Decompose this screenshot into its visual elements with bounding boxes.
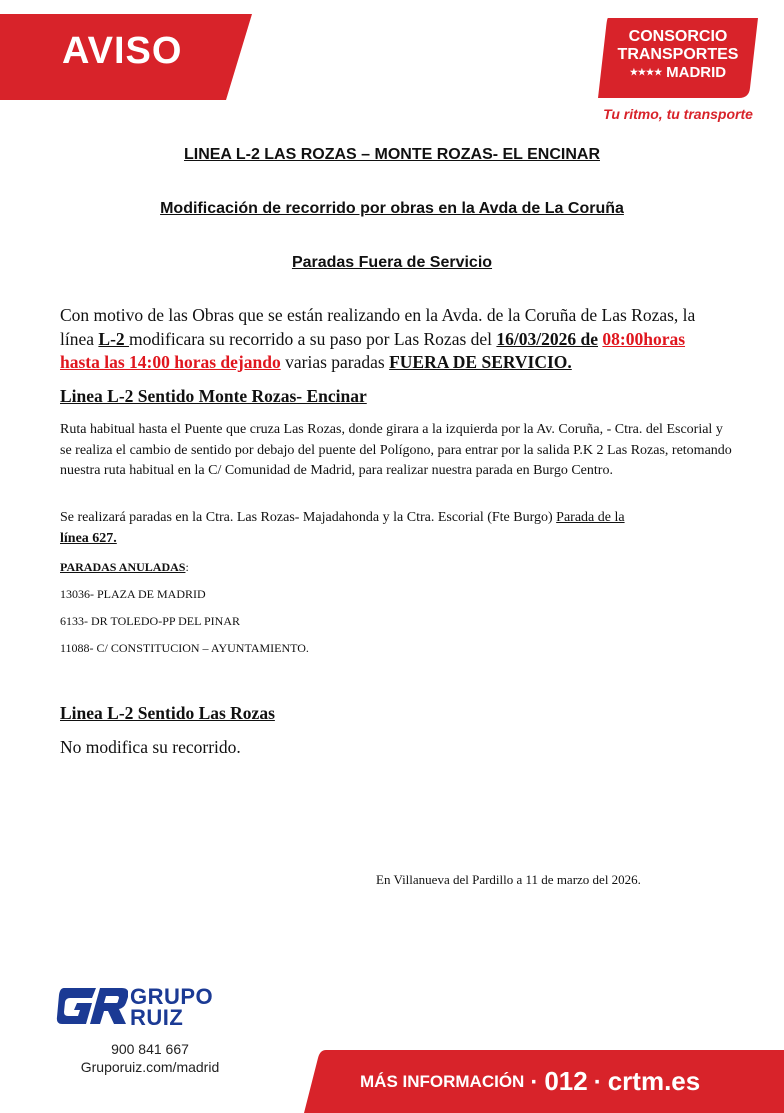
- crtm-logo-line1: CONSORCIO: [628, 28, 728, 45]
- info-sep: ·: [593, 1069, 602, 1096]
- stops-line: línea 627.: [60, 530, 117, 546]
- grupo-ruiz-mark-icon: [56, 986, 128, 1030]
- website-link[interactable]: Gruporuiz.com/madrid: [80, 1059, 220, 1075]
- grupo-ruiz-line2: RUIZ: [130, 1005, 184, 1030]
- cancelled-stops-colon: :: [185, 560, 189, 574]
- route-paragraph: Ruta habitual hasta el Puente que cruza Las Rozas, donde girara a la izquierda por la Av. Coruña, - Ctra. del Escorial y se realiza el cambio de sentido por debajo del puente del Polígono, para entrar por la salida P.K 2 Las Rozas, retomando nuestra ruta habitual en la C/ Comunidad de Madrid, para realizar nuestra parada en Burgo Centro.: [60, 422, 732, 478]
- crtm-logo: [598, 18, 758, 98]
- crtm-tagline: Tu ritmo, tu transporte: [603, 106, 753, 122]
- intro-date: 16/03/2026 de: [496, 328, 599, 349]
- date-place: En Villanueva del Pardillo a 11 de marzo del 2026.: [376, 872, 641, 887]
- crtm-logo-line3-wrap: [598, 64, 758, 81]
- section2-text: No modifica su recorrido.: [60, 737, 241, 757]
- crtm-logo-line2: TRANSPORTES: [617, 46, 739, 63]
- grupo-ruiz-wordmark: [130, 986, 213, 1028]
- intro-out-of-service: FUERA DE SERVICIO.: [389, 352, 572, 372]
- crtm-stars: ★★★★: [629, 67, 663, 77]
- cancelled-stops-label-wrap: [60, 560, 189, 575]
- cancelled-stop: 11088- C/ CONSTITUCION – AYUNTAMIENTO.: [60, 641, 309, 655]
- stops-paragraph: [60, 508, 732, 549]
- intro-part1: Con motivo de las Obras que se están realizando en la Avda. de la Coruña de Las Rozas, la línea: [60, 305, 696, 349]
- intro-paragraph: [60, 304, 728, 375]
- intro-line-code: L-2: [98, 328, 130, 349]
- stops-text: Se realizará paradas en la Ctra. Las Rozas- Majadahonda y la Ctra. Escorial (Fte Burgo): [60, 510, 557, 525]
- grupo-ruiz-line1: GRUPO: [130, 984, 214, 1009]
- cancelled-stop: 13036- PLAZA DE MADRID: [60, 587, 206, 601]
- stops-out-title: Paradas Fuera de Servicio: [291, 254, 493, 271]
- section2-heading: Linea L-2 Sentido Las Rozas: [60, 703, 275, 723]
- aviso-title: AVISO: [62, 30, 183, 72]
- cancelled-stop: 6133- DR TOLEDO-PP DEL PINAR: [60, 614, 241, 628]
- info-phone[interactable]: 012: [544, 1066, 588, 1096]
- section1-heading: Linea L-2 Sentido Monte Rozas- Encinar: [60, 386, 367, 406]
- info-sep: ·: [530, 1069, 539, 1096]
- info-label: MÁS INFORMACIÓN: [360, 1072, 525, 1091]
- info-web[interactable]: crtm.es: [607, 1066, 701, 1096]
- stops-link: Parada de la: [556, 510, 625, 525]
- info-banner-text: [360, 1066, 700, 1097]
- cancelled-stops-label: PARADAS ANULADAS: [60, 560, 186, 574]
- phone-number: 900 841 667: [111, 1041, 189, 1057]
- crtm-logo-line3: MADRID: [666, 64, 727, 81]
- intro-time-range: 08:00horas hasta las 14:00 horas dejando: [60, 328, 686, 372]
- line-title: LINEA L-2 LAS ROZAS – MONTE ROZAS- EL ENCINAR: [183, 146, 600, 163]
- intro-part3: varias paradas: [280, 352, 390, 372]
- intro-part2: modificara su recorrido a su paso por Las Rozas del: [129, 328, 497, 349]
- modification-title: Modificación de recorrido por obras en la Avda de La Coruña: [160, 200, 624, 217]
